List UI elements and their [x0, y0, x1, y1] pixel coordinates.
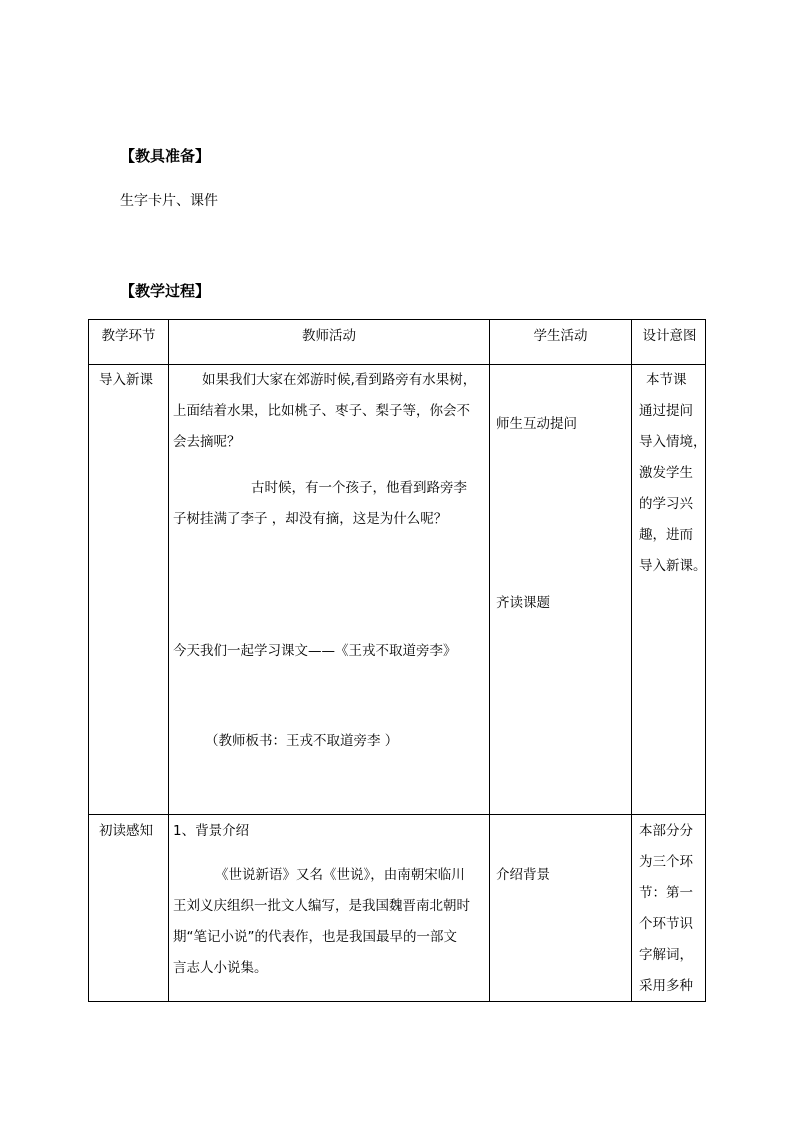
teacher-text: 今天我们一起学习课文——《王戎不取道旁李》: [173, 643, 457, 659]
header-stage: 教学环节: [101, 328, 156, 344]
teacher-text: 上面结着水果，比如桃子、枣子、梨子等，你会不: [173, 403, 470, 419]
teaching-aids-text: 生字卡片、课件: [120, 193, 218, 209]
intent-line: 通过提问: [639, 403, 693, 419]
student-activity: 齐读课题: [496, 595, 550, 611]
teacher-text: 子树挂满了李子 ，却没有摘，这是为什么呢？: [173, 511, 448, 527]
intent-line: 本部分分: [639, 823, 693, 839]
teacher-text: 《世说新语》又名《世说》，由南朝宋临川: [215, 867, 465, 883]
column-divider: [489, 320, 490, 1001]
teacher-text: 言志人小说集。: [173, 960, 268, 976]
intent-line: 节：第一: [639, 885, 693, 901]
stage-intro: 导入新课: [99, 372, 153, 388]
header-student-activity: 学生活动: [533, 328, 588, 344]
intent-line: 激发学生: [639, 465, 693, 481]
teaching-process-table: [88, 319, 706, 1002]
student-activity: 师生互动提问: [496, 416, 577, 432]
column-divider: [631, 320, 632, 1001]
intent-line: 趣，进而: [639, 527, 693, 543]
column-divider: [168, 320, 169, 1001]
stage-first-reading: 初读感知: [99, 823, 153, 839]
intent-line: 导入情境，: [639, 434, 707, 450]
teacher-text: 古时候，有一个孩子，他看到路旁李: [251, 480, 467, 496]
section-heading-teaching-aids: 【教具准备】: [120, 147, 211, 165]
intent-line: 采用多种: [639, 978, 693, 994]
teacher-text: 如果我们大家在郊游时候,看到路旁有水果树，: [202, 372, 477, 388]
row-divider: [89, 814, 705, 815]
intent-line: 导入新课。: [639, 558, 707, 574]
intent-line: 个环节识: [639, 916, 693, 932]
intent-line: 字解词，: [639, 947, 693, 963]
header-teacher-activity: 教师活动: [302, 328, 356, 344]
header-design-intent: 设计意图: [642, 328, 697, 344]
teacher-text: 期“笔记小说”的代表作，也是我国最早的一部文: [173, 929, 457, 945]
teacher-text: 1、背景介绍: [173, 823, 250, 839]
student-activity: 介绍背景: [496, 867, 550, 883]
teacher-text: （教师板书：王戎不取道旁李 ）: [205, 733, 399, 749]
intent-line: 的学习兴: [639, 496, 693, 512]
teacher-text: 会去摘呢？: [173, 434, 241, 450]
teacher-text: 王刘义庆组织一批文人编写，是我国魏晋南北朝时: [173, 898, 470, 914]
intent-line: 为三个环: [639, 854, 693, 870]
section-heading-teaching-process: 【教学过程】: [120, 282, 211, 300]
intent-line: 本节课: [646, 372, 687, 388]
